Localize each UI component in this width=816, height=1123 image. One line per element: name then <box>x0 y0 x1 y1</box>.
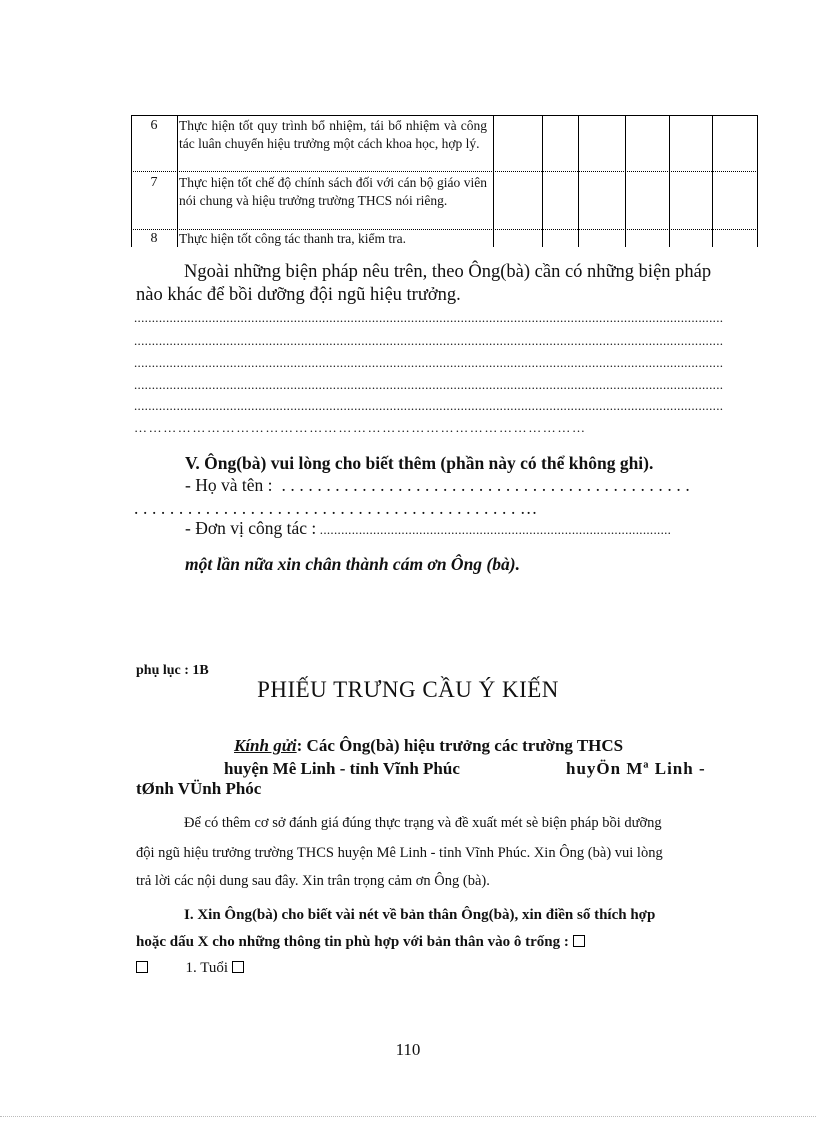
row-number: 8 <box>150 231 158 246</box>
answer-line[interactable]: ...................................................................................................................................................................... <box>134 377 724 392</box>
question-1-line2 <box>136 927 585 957</box>
age-checkbox[interactable] <box>232 961 244 973</box>
measures-question-line2: nào khác để bồi dưỡng đội ngũ hiệu trưởng. <box>136 285 461 305</box>
row-text: Thực hiện tốt chế độ chính sách đối với cán bộ giáo viên nói chung và hiệu trưởng trường THCS nói riêng. <box>179 175 487 208</box>
criteria-table <box>131 115 758 247</box>
table-divider <box>542 115 543 247</box>
intro-line1: Để có thêm cơ sở đánh giá đúng thực trạng và đề xuất mét sè biện pháp bồi dưỡng <box>184 815 662 831</box>
answer-line[interactable]: ………………………………………………………………………………… <box>134 420 587 435</box>
legacy-encoded-text: tØnh VÜnh Phóc <box>136 779 262 798</box>
name-label: - Họ và tên : <box>185 475 273 495</box>
table-row-separator <box>131 171 758 172</box>
table-divider <box>625 115 626 247</box>
question-1-line1: I. Xin Ông(bà) cho biết vài nét về bản thân Ông(bà), xin điền số thích hợp <box>184 907 656 923</box>
answer-line[interactable]: ...................................................................................................................................................................... <box>134 355 724 370</box>
unit-label: - Đơn vị công tác : <box>185 518 317 538</box>
age-row <box>136 960 244 977</box>
section-v-heading: V. Ông(bà) vui lòng cho biết thêm (phần này có thể không ghi). <box>185 453 654 473</box>
form-title: PHIẾU TRƯNG CẦU Ý KIẾN <box>257 677 559 702</box>
legacy-encoded-text: huyÖn Mª Linh - <box>566 759 706 778</box>
checkbox[interactable] <box>573 935 585 947</box>
addressee-line2: huyện Mê Linh - tỉnh Vĩnh Phúc <box>224 759 460 778</box>
row-number: 6 <box>150 118 158 133</box>
name-field-continuation[interactable]: ...........................................… <box>134 498 543 518</box>
appendix-label: phụ lục : 1B <box>136 663 209 678</box>
addressee-label: Kính gửi <box>234 736 297 755</box>
answer-line[interactable]: ...................................................................................................................................................................... <box>134 333 724 348</box>
page-divider <box>0 1116 816 1117</box>
intro-line3: trả lời các nội dung sau đây. Xin trân trọng cảm ơn Ông (bà). <box>136 873 490 889</box>
age-label: 1. Tuổi <box>185 960 229 976</box>
checkbox[interactable] <box>136 961 148 973</box>
table-divider <box>712 115 713 247</box>
table-divider <box>669 115 670 247</box>
row-text: Thực hiện tốt quy trình bổ nhiệm, tái bổ nhiệm và công tác luân chuyển hiệu trưởng một cách khoa học, hợp lý. <box>179 118 487 151</box>
unit-field[interactable]: - Đơn vị công tác : ................................................................................................... <box>185 518 672 538</box>
answer-line[interactable]: ...................................................................................................................................................................... <box>134 398 724 413</box>
table-divider <box>493 115 494 247</box>
page-number: 110 <box>395 1040 421 1059</box>
answer-line[interactable]: ...................................................................................................................................................................... <box>134 310 724 325</box>
addressee-line1 <box>234 735 623 757</box>
name-field[interactable]: - Họ và tên : .............................................. <box>185 475 695 495</box>
question-1-text: hoặc dấu X cho những thông tin phù hợp với bản thân vào ô trống : <box>136 934 569 950</box>
intro-line2: đội ngũ hiệu trưởng trường THCS huyện Mê Linh - tỉnh Vĩnh Phúc. Xin Ông (bà) vui lòng <box>136 845 663 861</box>
row-number: 7 <box>150 175 158 190</box>
thank-you-note: một lần nữa xin chân thành cám ơn Ông (bà). <box>185 554 520 574</box>
table-divider <box>177 115 178 247</box>
row-text: Thực hiện tốt công tác thanh tra, kiểm tra. <box>179 231 406 246</box>
addressee-text: : Các Ông(bà) hiệu trưởng các trường THCS <box>296 736 624 755</box>
measures-question-line1: Ngoài những biện pháp nêu trên, theo Ông(bà) cần có những biện pháp <box>184 262 712 282</box>
table-divider <box>578 115 579 247</box>
